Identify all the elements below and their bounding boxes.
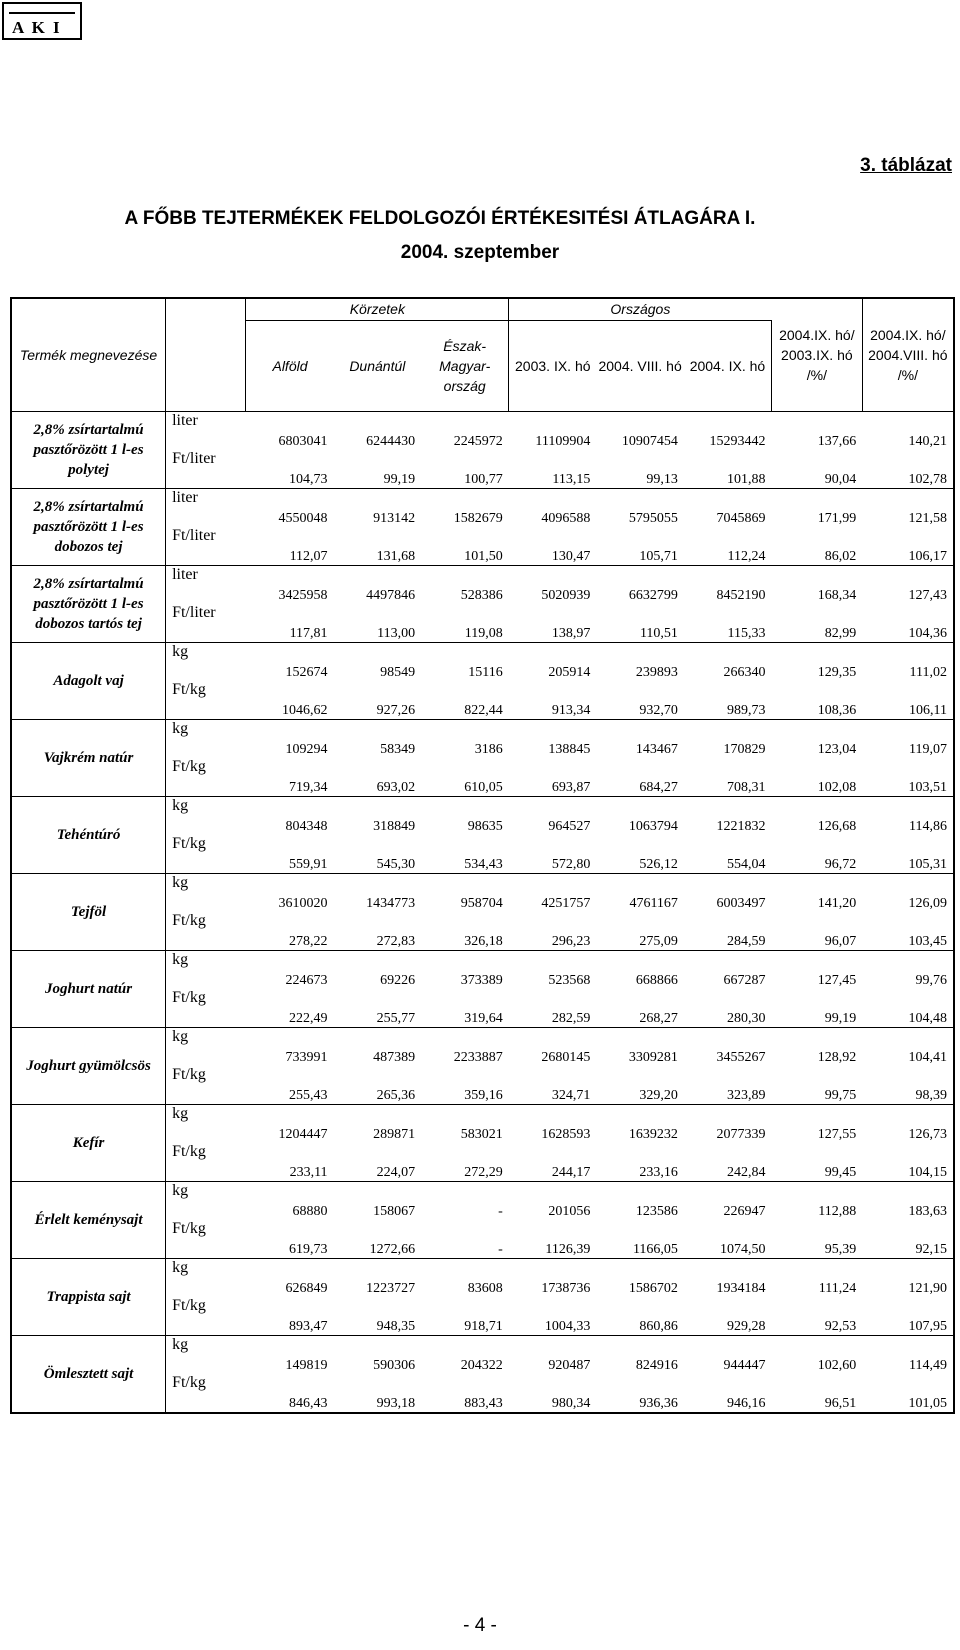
quantity-cell: 289871 [373, 1127, 416, 1142]
price-cell: 108,36 [772, 681, 863, 720]
price-cell: 104,48 [862, 989, 954, 1028]
price-cell: 92,15 [862, 1220, 954, 1259]
unit-price: Ft/liter [166, 527, 246, 566]
product-name: Tehéntúró [11, 797, 166, 874]
logo-bar [9, 12, 75, 14]
price-cell: 98,39 [862, 1066, 954, 1105]
price-cell: 117,81 [246, 604, 334, 643]
quantity-cell: 6803041 [278, 434, 328, 449]
price-cell: 99,45 [772, 1143, 863, 1182]
quantity-cell: 224673 [285, 973, 328, 988]
table-label: 3. táblázat [860, 155, 952, 176]
table-row [11, 643, 954, 682]
quantity-cell: 99,76 [915, 973, 947, 988]
price-cell: 284,59 [684, 912, 772, 951]
price-cell: 554,04 [684, 835, 772, 874]
unit-quantity: kg [172, 1105, 189, 1122]
product-name: Tejföl [11, 874, 166, 951]
header-2004-viii: 2004. VIII. hó [596, 320, 684, 411]
price-cell: 222,49 [246, 989, 334, 1028]
unit-quantity: liter [172, 489, 198, 506]
quantity-cell: 129,35 [817, 665, 857, 680]
quantity-cell: 127,45 [817, 973, 857, 988]
unit-price: Ft/kg [166, 681, 246, 720]
quantity-cell: 668866 [635, 973, 678, 988]
price-cell: 82,99 [772, 604, 863, 643]
unit-price: Ft/kg [166, 912, 246, 951]
price-cell: 272,29 [421, 1143, 509, 1182]
logo-text: A K I [12, 18, 62, 37]
unit-quantity: kg [172, 1259, 189, 1276]
price-cell: 946,16 [684, 1374, 772, 1413]
price-cell: 96,72 [772, 835, 863, 874]
price-cell: 95,39 [772, 1220, 863, 1259]
price-cell: 693,87 [509, 758, 597, 797]
header-alfold: Alföld [246, 320, 334, 411]
quantity-cell: 1586702 [628, 1281, 678, 1296]
price-cell: 860,86 [596, 1297, 684, 1336]
price-cell: 96,51 [772, 1374, 863, 1413]
price-cell: 883,43 [421, 1374, 509, 1413]
price-cell: 102,78 [862, 450, 954, 489]
quantity-cell: - [498, 1204, 503, 1219]
price-cell: 1074,50 [684, 1220, 772, 1259]
quantity-cell: 126,09 [908, 896, 947, 911]
quantity-cell: 114,86 [909, 819, 947, 834]
quantity-cell: 1934184 [716, 1281, 766, 1296]
table-row [11, 1182, 954, 1221]
price-cell: 113,00 [334, 604, 422, 643]
quantity-cell: 15116 [468, 665, 503, 680]
price-cell: 99,19 [334, 450, 422, 489]
price-cell: 893,47 [246, 1297, 334, 1336]
quantity-cell: 149819 [285, 1358, 328, 1373]
price-cell: 319,64 [421, 989, 509, 1028]
header-eszak: Észak-Magyar-ország [421, 320, 509, 411]
unit-price: Ft/kg [166, 989, 246, 1028]
unit-price: Ft/kg [166, 1374, 246, 1413]
quantity-cell: 69226 [380, 973, 416, 988]
header-districts: Körzetek [246, 298, 509, 320]
quantity-cell: 1628593 [541, 1127, 591, 1142]
quantity-cell: 171,99 [817, 511, 857, 526]
quantity-cell: 111,02 [909, 665, 947, 680]
quantity-cell: 2245972 [453, 434, 503, 449]
price-cell: 102,08 [772, 758, 863, 797]
quantity-cell: 128,92 [817, 1050, 857, 1065]
quantity-cell: 143467 [635, 742, 678, 757]
price-cell: 993,18 [334, 1374, 422, 1413]
price-cell: 119,08 [421, 604, 509, 643]
price-cell: 101,88 [684, 450, 772, 489]
quantity-cell: 8452190 [716, 588, 766, 603]
price-cell: 112,24 [684, 527, 772, 566]
product-name: 2,8% zsírtartalmú pasztőrözött 1 l-es polytej [11, 412, 166, 489]
price-cell: 932,70 [596, 681, 684, 720]
unit-price: Ft/kg [166, 1143, 246, 1182]
price-cell: 131,68 [334, 527, 422, 566]
quantity-cell: 583021 [460, 1127, 503, 1142]
quantity-cell: 804348 [285, 819, 328, 834]
price-cell: 822,44 [421, 681, 509, 720]
price-cell: - [421, 1220, 509, 1259]
table-row [11, 874, 954, 913]
quantity-cell: 152674 [285, 665, 328, 680]
price-cell: 104,36 [862, 604, 954, 643]
quantity-cell: 4497846 [366, 588, 416, 603]
quantity-cell: 127,43 [908, 588, 947, 603]
price-cell: 545,30 [334, 835, 422, 874]
unit-price: Ft/kg [166, 1220, 246, 1259]
price-cell: 112,07 [246, 527, 334, 566]
quantity-cell: 733991 [285, 1050, 328, 1065]
quantity-cell: 204322 [460, 1358, 503, 1373]
unit-quantity: kg [172, 1182, 189, 1199]
table-row [11, 797, 954, 836]
quantity-cell: 126,68 [817, 819, 857, 834]
price-cell: 115,33 [684, 604, 772, 643]
price-cell: 101,50 [421, 527, 509, 566]
quantity-cell: 2077339 [716, 1127, 766, 1142]
quantity-cell: 5795055 [628, 511, 678, 526]
price-cell: 927,26 [334, 681, 422, 720]
price-cell: 936,36 [596, 1374, 684, 1413]
price-cell: 233,11 [246, 1143, 334, 1182]
quantity-cell: 3610020 [278, 896, 328, 911]
table-row [11, 951, 954, 990]
product-name: Joghurt natúr [11, 951, 166, 1028]
price-cell: 99,75 [772, 1066, 863, 1105]
quantity-cell: 487389 [373, 1050, 416, 1065]
table-row [11, 1028, 954, 1067]
quantity-cell: 920487 [548, 1358, 591, 1373]
price-cell: 233,16 [596, 1143, 684, 1182]
price-cell: 99,19 [772, 989, 863, 1028]
quantity-cell: 4761167 [629, 896, 678, 911]
price-cell: 282,59 [509, 989, 597, 1028]
quantity-cell: 112,88 [818, 1204, 857, 1219]
quantity-cell: 958704 [460, 896, 503, 911]
price-cell: 708,31 [684, 758, 772, 797]
quantity-cell: 318849 [373, 819, 416, 834]
quantity-cell: 226947 [723, 1204, 766, 1219]
price-cell: 913,34 [509, 681, 597, 720]
quantity-cell: 3309281 [628, 1050, 678, 1065]
page-number: - 4 - [463, 1615, 497, 1636]
unit-quantity: liter [172, 412, 198, 429]
quantity-cell: 1204447 [278, 1127, 328, 1142]
price-cell: 1004,33 [509, 1297, 597, 1336]
quantity-cell: 121,58 [908, 511, 947, 526]
quantity-cell: 824916 [635, 1358, 678, 1373]
price-cell: 948,35 [334, 1297, 422, 1336]
price-cell: 929,28 [684, 1297, 772, 1336]
table-row [11, 412, 954, 451]
price-cell: 103,45 [862, 912, 954, 951]
price-cell: 272,83 [334, 912, 422, 951]
header-dunantul: Dunántúl [334, 320, 422, 411]
quantity-cell: 141,20 [817, 896, 857, 911]
product-name: Kefír [11, 1105, 166, 1182]
price-cell: 104,15 [862, 1143, 954, 1182]
price-cell: 90,04 [772, 450, 863, 489]
price-cell: 265,36 [334, 1066, 422, 1105]
quantity-cell: 1063794 [628, 819, 678, 834]
quantity-cell: 11109904 [535, 434, 591, 449]
quantity-cell: 1221832 [716, 819, 766, 834]
price-cell: 619,73 [246, 1220, 334, 1259]
price-table [10, 297, 955, 1414]
price-cell: 1166,05 [596, 1220, 684, 1259]
quantity-cell: 140,21 [908, 434, 947, 449]
quantity-cell: 102,60 [817, 1358, 857, 1373]
product-name: 2,8% zsírtartalmú pasztőrözött 1 l-es dobozos tej [11, 489, 166, 566]
quantity-cell: 10907454 [621, 434, 678, 449]
quantity-cell: 266340 [723, 665, 766, 680]
price-cell: 104,73 [246, 450, 334, 489]
quantity-cell: 4251757 [541, 896, 591, 911]
quantity-cell: 1582679 [453, 511, 503, 526]
price-cell: 92,53 [772, 1297, 863, 1336]
price-cell: 324,71 [509, 1066, 597, 1105]
price-cell: 918,71 [421, 1297, 509, 1336]
price-cell: 323,89 [684, 1066, 772, 1105]
price-cell: 719,34 [246, 758, 334, 797]
quantity-cell: 183,63 [908, 1204, 947, 1219]
quantity-cell: 168,34 [817, 588, 857, 603]
price-cell: 559,91 [246, 835, 334, 874]
price-cell: 99,13 [596, 450, 684, 489]
unit-quantity: liter [172, 566, 198, 583]
product-name: Érlelt keménysajt [11, 1182, 166, 1259]
header-index-1: 2004.IX. hó/ 2003.IX. hó /%/ [772, 298, 863, 412]
price-cell: 110,51 [596, 604, 684, 643]
unit-price: Ft/kg [166, 758, 246, 797]
quantity-cell: 119,07 [909, 742, 947, 757]
unit-quantity: kg [172, 1028, 189, 1045]
quantity-cell: 83608 [467, 1281, 503, 1296]
quantity-cell: 913142 [373, 511, 416, 526]
quantity-cell: 1738736 [541, 1281, 591, 1296]
quantity-cell: 1639232 [628, 1127, 678, 1142]
quantity-cell: 98635 [467, 819, 503, 834]
unit-price: Ft/kg [166, 1297, 246, 1336]
header-2003-ix: 2003. IX. hó [509, 320, 597, 411]
quantity-cell: 3186 [474, 742, 503, 757]
quantity-cell: 205914 [548, 665, 591, 680]
quantity-cell: 137,66 [817, 434, 857, 449]
quantity-cell: 123586 [635, 1204, 678, 1219]
price-cell: 296,23 [509, 912, 597, 951]
price-cell: 359,16 [421, 1066, 509, 1105]
price-cell: 684,27 [596, 758, 684, 797]
header-2004-ix: 2004. IX. hó [684, 320, 772, 411]
price-cell: 989,73 [684, 681, 772, 720]
price-cell: 86,02 [772, 527, 863, 566]
quantity-cell: 1434773 [366, 896, 416, 911]
price-cell: 610,05 [421, 758, 509, 797]
quantity-cell: 126,73 [908, 1127, 947, 1142]
table-row [11, 489, 954, 528]
header-unit [166, 298, 246, 412]
page-title [0, 208, 960, 230]
quantity-cell: 626849 [285, 1281, 328, 1296]
table-row [11, 566, 954, 605]
quantity-cell: 2680145 [541, 1050, 591, 1065]
price-cell: 100,77 [421, 450, 509, 489]
price-cell: 1126,39 [509, 1220, 597, 1259]
unit-quantity: kg [172, 874, 189, 891]
header-index-2: 2004.IX. hó/ 2004.VIII. hó /%/ [862, 298, 954, 412]
quantity-cell: 6003497 [716, 896, 766, 911]
price-cell: 103,51 [862, 758, 954, 797]
quantity-cell: 7045869 [716, 511, 766, 526]
price-cell: 534,43 [421, 835, 509, 874]
title-line-1: A FŐBB TEJTERMÉKEK FELDOLGOZÓI ÉRTÉKESITÉSI ÁTLAGÁRA I. [124, 208, 756, 229]
price-cell: 107,95 [862, 1297, 954, 1336]
quantity-cell: 2233887 [453, 1050, 503, 1065]
quantity-cell: 123,04 [817, 742, 857, 757]
header-product: Termék megnevezése [11, 298, 166, 412]
price-cell: 224,07 [334, 1143, 422, 1182]
price-cell: 268,27 [596, 989, 684, 1028]
unit-quantity: kg [172, 1336, 189, 1353]
quantity-cell: 6244430 [366, 434, 416, 449]
quantity-cell: 5020939 [541, 588, 591, 603]
unit-quantity: kg [172, 643, 189, 660]
price-cell: 572,80 [509, 835, 597, 874]
price-cell: 113,15 [509, 450, 597, 489]
quantity-cell: 6632799 [628, 588, 678, 603]
quantity-cell: 944447 [723, 1358, 766, 1373]
quantity-cell: 68880 [292, 1204, 328, 1219]
quantity-cell: 373389 [460, 973, 503, 988]
price-cell: 106,17 [862, 527, 954, 566]
aki-logo [2, 2, 82, 40]
price-cell: 138,97 [509, 604, 597, 643]
quantity-cell: 114,49 [909, 1358, 947, 1373]
quantity-cell: 127,55 [817, 1127, 857, 1142]
price-cell: 1272,66 [334, 1220, 422, 1259]
product-name: Adagolt vaj [11, 643, 166, 720]
quantity-cell: 4550048 [278, 511, 328, 526]
price-cell: 1046,62 [246, 681, 334, 720]
price-cell: 329,20 [596, 1066, 684, 1105]
product-name: Vajkrém natúr [11, 720, 166, 797]
price-cell: 280,30 [684, 989, 772, 1028]
quantity-cell: 523568 [548, 973, 591, 988]
price-cell: 255,43 [246, 1066, 334, 1105]
unit-price: Ft/liter [166, 450, 246, 489]
unit-quantity: kg [172, 951, 189, 968]
product-name: Joghurt gyümölcsös [11, 1028, 166, 1105]
quantity-cell: 138845 [548, 742, 591, 757]
table-body [11, 412, 954, 1414]
table-row [11, 1259, 954, 1298]
quantity-cell: 109294 [285, 742, 328, 757]
unit-price: Ft/kg [166, 1066, 246, 1105]
price-cell: 693,02 [334, 758, 422, 797]
quantity-cell: 239893 [635, 665, 678, 680]
quantity-cell: 667287 [723, 973, 766, 988]
header-national: Országos [509, 298, 772, 320]
quantity-cell: 201056 [548, 1204, 591, 1219]
quantity-cell: 15293442 [709, 434, 766, 449]
quantity-cell: 4096588 [541, 511, 591, 526]
price-cell: 96,07 [772, 912, 863, 951]
page-subtitle: 2004. szeptember [400, 242, 560, 263]
quantity-cell: 121,90 [908, 1281, 947, 1296]
price-cell: 242,84 [684, 1143, 772, 1182]
quantity-cell: 3455267 [716, 1050, 766, 1065]
price-cell: 278,22 [246, 912, 334, 951]
table-row [11, 1336, 954, 1375]
quantity-cell: 170829 [723, 742, 766, 757]
price-cell: 105,31 [862, 835, 954, 874]
price-cell: 255,77 [334, 989, 422, 1028]
price-cell: 846,43 [246, 1374, 334, 1413]
unit-price: Ft/liter [166, 604, 246, 643]
quantity-cell: 3425958 [278, 588, 328, 603]
quantity-cell: 58349 [380, 742, 416, 757]
price-cell: 275,09 [596, 912, 684, 951]
price-cell: 326,18 [421, 912, 509, 951]
price-cell: 980,34 [509, 1374, 597, 1413]
quantity-cell: 98549 [380, 665, 416, 680]
table-row [11, 1105, 954, 1144]
quantity-cell: 111,24 [818, 1281, 857, 1296]
product-name: Ömlesztett sajt [11, 1336, 166, 1414]
unit-price: Ft/kg [166, 835, 246, 874]
quantity-cell: 104,41 [908, 1050, 947, 1065]
price-cell: 526,12 [596, 835, 684, 874]
quantity-cell: 158067 [373, 1204, 416, 1219]
product-name: Trappista sajt [11, 1259, 166, 1336]
quantity-cell: 1223727 [366, 1281, 416, 1296]
product-name: 2,8% zsírtartalmú pasztőrözött 1 l-es dobozos tartós tej [11, 566, 166, 643]
price-cell: 130,47 [509, 527, 597, 566]
unit-quantity: kg [172, 720, 189, 737]
unit-quantity: kg [172, 797, 189, 814]
price-cell: 105,71 [596, 527, 684, 566]
quantity-cell: 964527 [548, 819, 591, 834]
quantity-cell: 528386 [460, 588, 503, 603]
price-cell: 101,05 [862, 1374, 954, 1413]
quantity-cell: 590306 [373, 1358, 416, 1373]
price-cell: 244,17 [509, 1143, 597, 1182]
price-cell: 106,11 [862, 681, 954, 720]
table-row [11, 720, 954, 759]
